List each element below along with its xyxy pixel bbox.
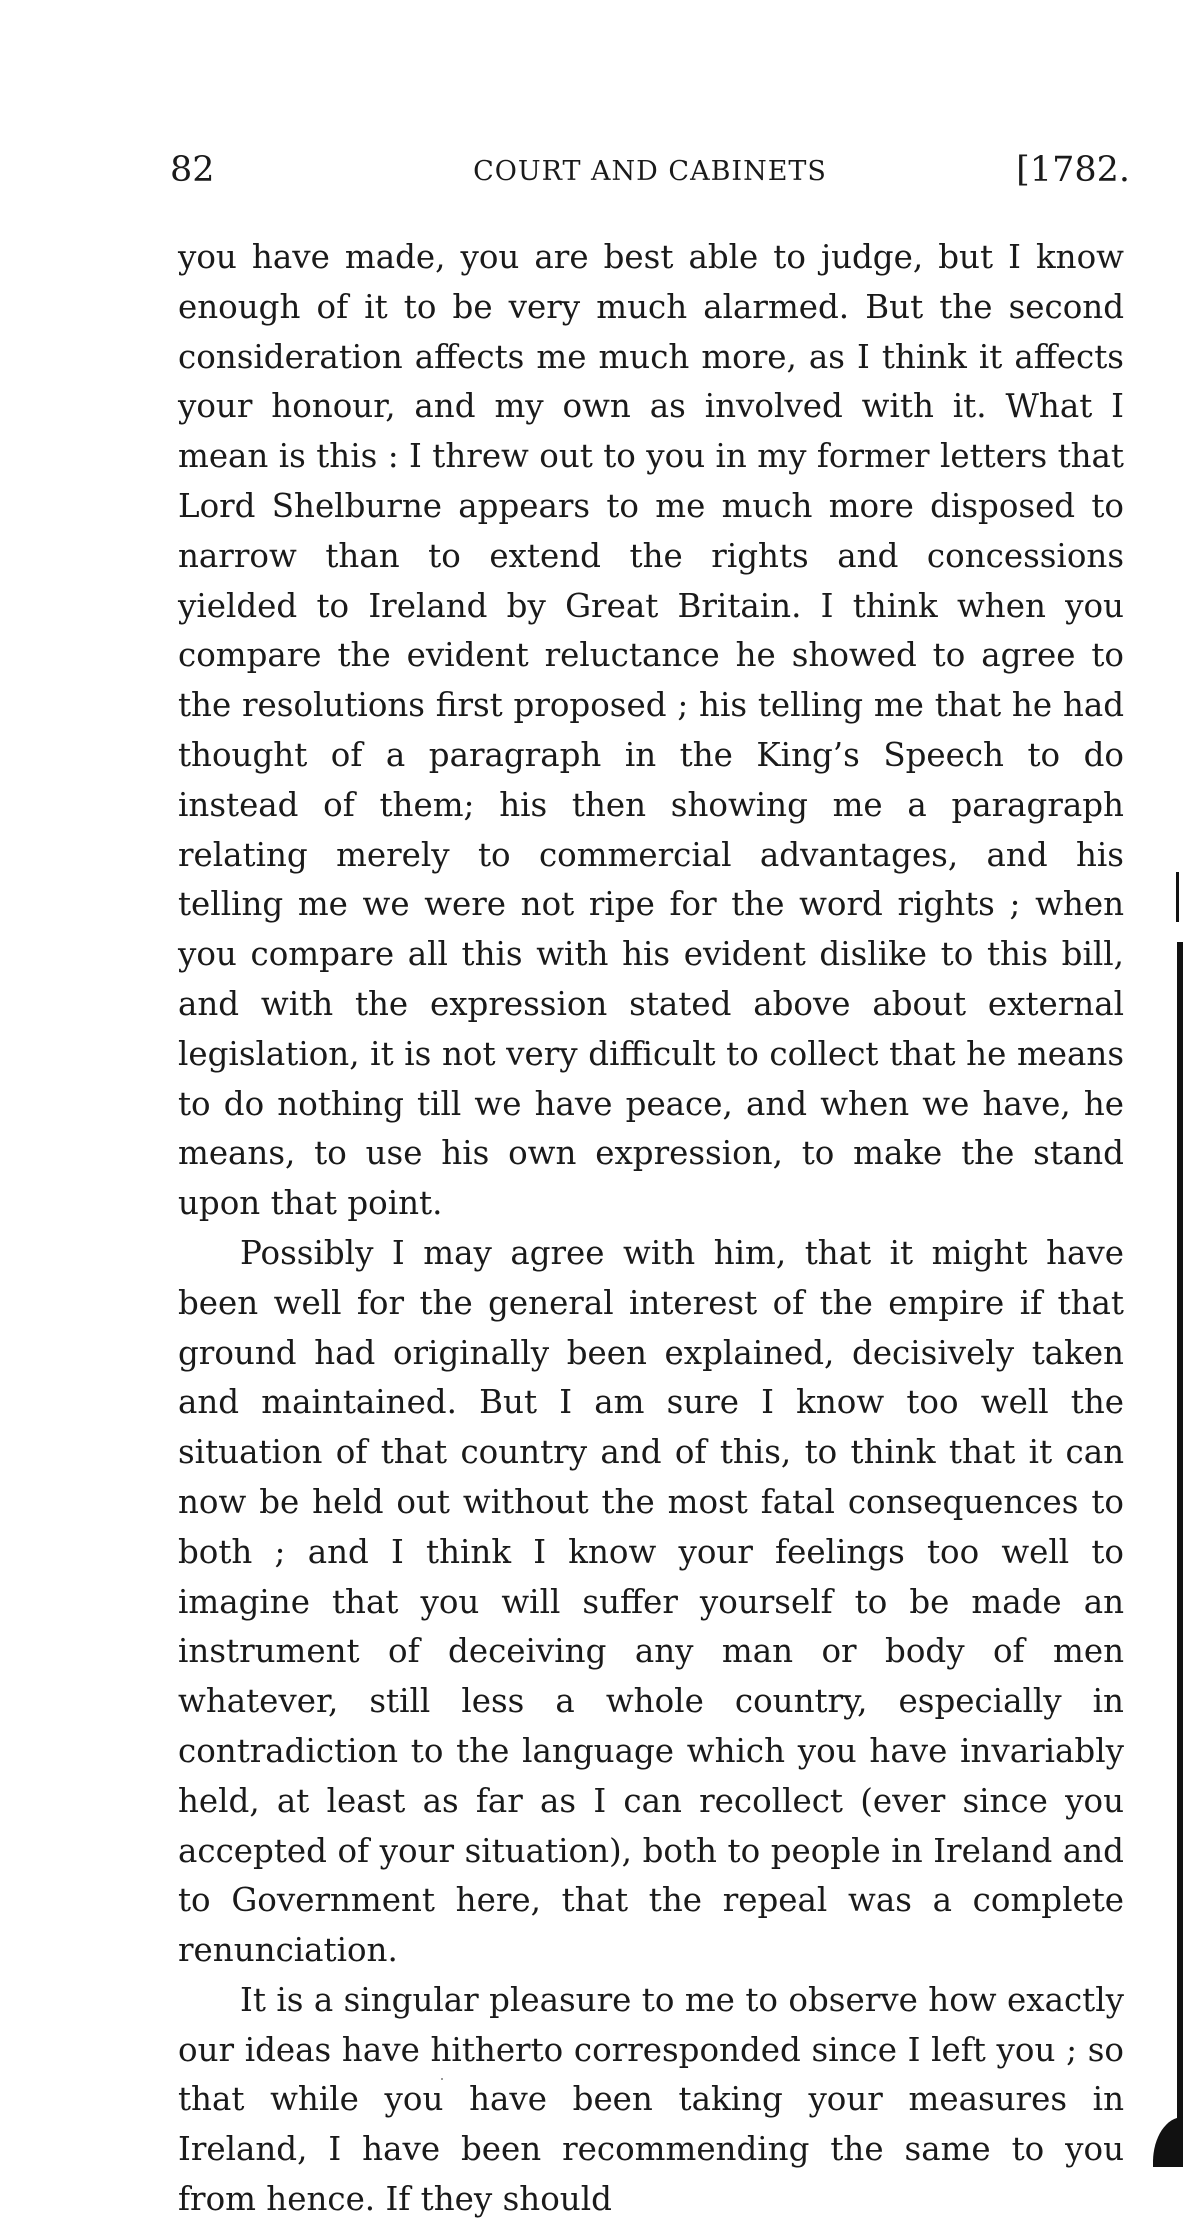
body-text bbox=[178, 233, 1124, 2225]
header-year: [1782. bbox=[1016, 150, 1130, 190]
scan-edge-shadow bbox=[1177, 942, 1183, 2167]
running-header bbox=[170, 150, 1130, 194]
running-title: COURT AND CABINETS bbox=[473, 156, 827, 187]
paragraph-2: Possibly I may agree with him, that it might have been well for the general interest of the empire if that ground had originally been explained, decisively taken and maintained. But I am sure I know too well the situation of that country and of this, to think that it can now be held out without the most fatal consequences to both ; and I think I know your feelings too well to imagine that you will suffer yourself to be made an instrument of deceiving any man or body of men whatever, still less a whole country, especially in contradiction to the language which you have invariably held, at least as far as I can recollect (ever since you accepted of your situation), both to people in Ireland and to Government here, that the repeal was a complete renunciation. bbox=[178, 1233, 1124, 1970]
scan-speck bbox=[441, 2078, 443, 2080]
scan-corner-shadow bbox=[1153, 2117, 1183, 2167]
page-number: 82 bbox=[170, 150, 215, 190]
scan-edge-mark bbox=[1176, 872, 1179, 922]
paragraph-1: you have made, you are best able to judge, but I know enough of it to be very much alarmed. But the second consideration affects me much more, as I think it affects your honour, and my own as involved with it. What I mean is this : I threw out to you in my former letters that Lord Shelburne appears to me much more disposed to narrow than to extend the rights and concessions yielded to Ireland by Great Britain. I think when you compare the evident reluctance he showed to agree to the resolutions first proposed ; his telling me that he had thought of a paragraph in the King’s Speech to do instead of them; his then showing me a paragraph relating merely to commercial advantages, and his telling me we were not ripe for the word rights ; when you compare all this with his evident dislike to this bill, and with the expression stated above about external legislation, it is not very difficult to collect that he means to do nothing till we have peace, and when we have, he means, to use his own expression, to make the stand upon that point. bbox=[178, 238, 1124, 1223]
paragraph-3: It is a singular pleasure to me to observe how exactly our ideas have hitherto corresponded since I left you ; so that while you have been taking your measures in Ireland, I have been recommending the same to you from hence. If they should bbox=[178, 1980, 1124, 2219]
